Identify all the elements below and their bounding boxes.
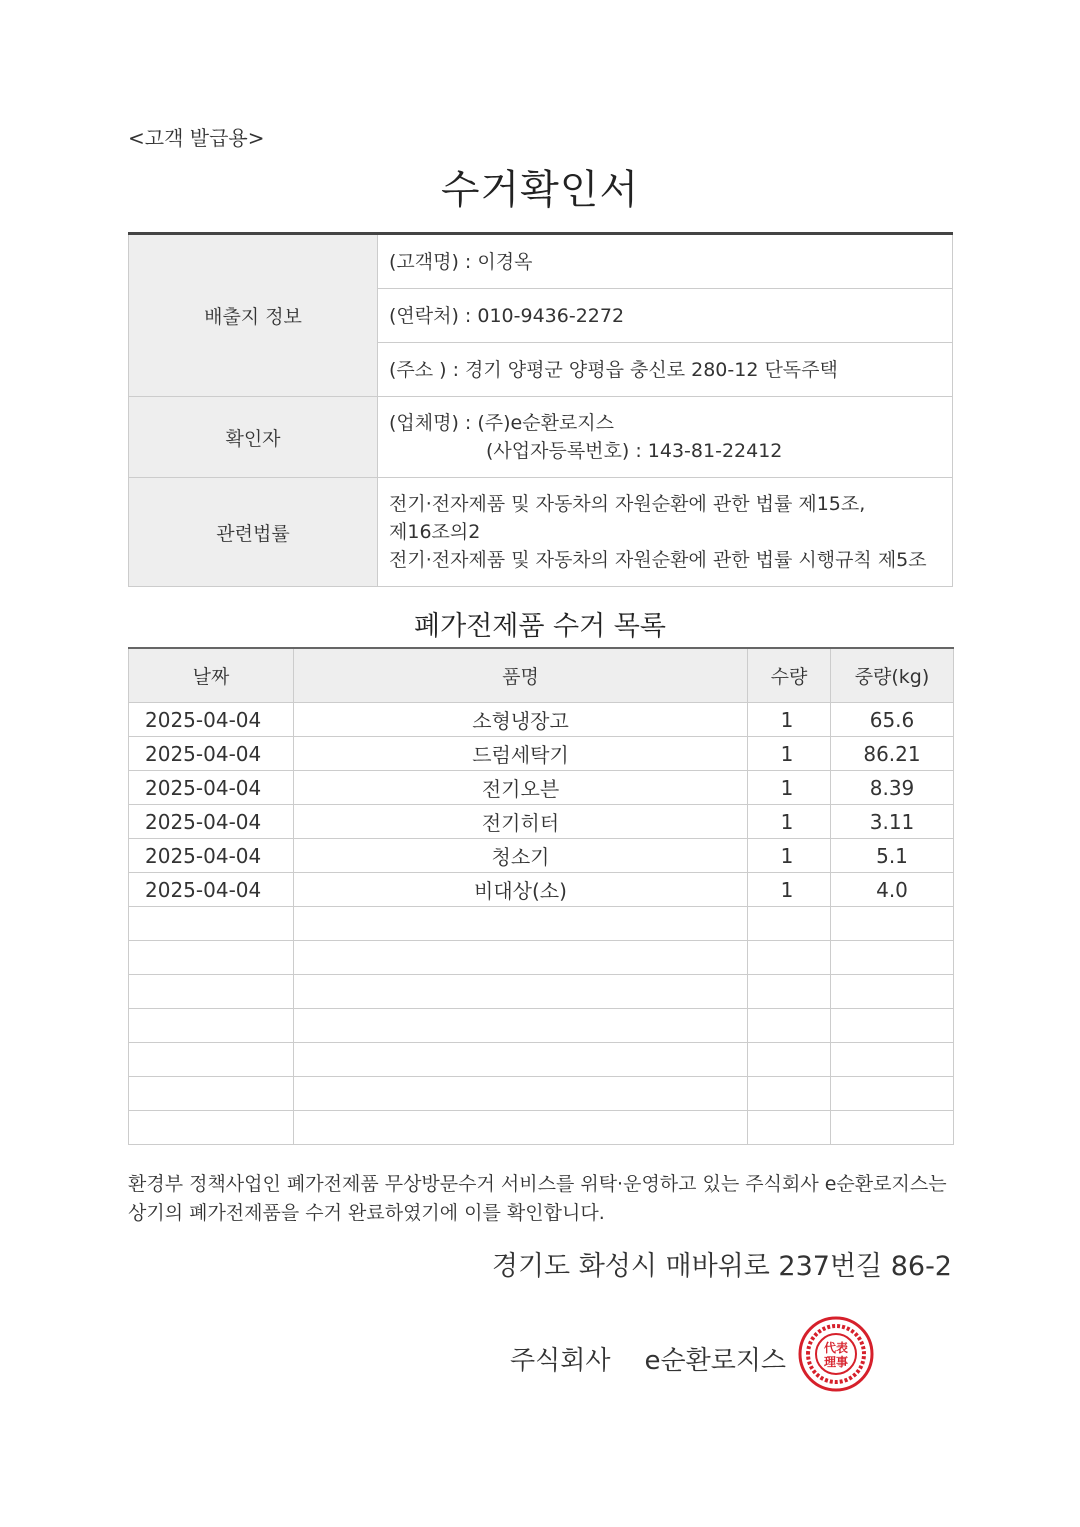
- svg-text:理事: 理事: [823, 1355, 849, 1369]
- cell-item-name: [294, 1077, 748, 1111]
- cell-quantity: 1: [748, 839, 831, 873]
- info-label-source: 배출지 정보: [129, 234, 378, 397]
- cell-date: [129, 1043, 294, 1077]
- cell-weight: 5.1: [831, 839, 954, 873]
- info-row-law: [129, 478, 953, 587]
- company-seal-icon: [798, 1316, 874, 1392]
- table-row: [129, 1043, 954, 1077]
- cell-weight: [831, 1077, 954, 1111]
- cell-quantity: [748, 975, 831, 1009]
- svg-text:代表: 代表: [823, 1341, 849, 1355]
- cell-quantity: [748, 1009, 831, 1043]
- law-line-1: 전기·전자제품 및 자동차의 자원순환에 관한 법률 제15조,: [389, 493, 866, 515]
- cell-date: 2025-04-04: [129, 839, 294, 873]
- company-signature: [510, 1340, 820, 1377]
- cell-quantity: 1: [748, 805, 831, 839]
- cell-item-name: [294, 941, 748, 975]
- cell-item-name: 소형냉장고: [294, 703, 748, 737]
- cell-weight: 3.11: [831, 805, 954, 839]
- cell-weight: [831, 941, 954, 975]
- info-row-confirmer: [129, 397, 953, 478]
- cell-weight: 86.21: [831, 737, 954, 771]
- cell-quantity: [748, 1111, 831, 1145]
- header-item-name: 품명: [294, 648, 748, 703]
- cell-item-name: [294, 1043, 748, 1077]
- cell-date: 2025-04-04: [129, 737, 294, 771]
- company-name: (업체명) : (주)e순환로지스: [389, 412, 615, 434]
- notice-text: 환경부 정책사업인 폐가전제품 무상방문수거 서비스를 위탁·운영하고 있는 주식회사 e순환로지스는 상기의 폐가전제품을 수거 완료하였기에 이를 확인합니다.: [128, 1173, 947, 1224]
- cell-weight: [831, 1009, 954, 1043]
- cell-item-name: [294, 907, 748, 941]
- cell-weight: [831, 1111, 954, 1145]
- cell-quantity: 1: [748, 703, 831, 737]
- cell-date: 2025-04-04: [129, 771, 294, 805]
- cell-item-name: 전기히터: [294, 805, 748, 839]
- table-row: [129, 1009, 954, 1043]
- table-row: [129, 907, 954, 941]
- cell-date: [129, 1009, 294, 1043]
- cell-quantity: 1: [748, 873, 831, 907]
- info-label-confirmer: 확인자: [129, 397, 378, 478]
- info-table: [128, 232, 953, 587]
- cell-date: [129, 941, 294, 975]
- table-row: [129, 839, 954, 873]
- customer-address: (주소 ) : 경기 양평군 양평읍 충신로 280-12 단독주택: [378, 343, 953, 397]
- table-row: [129, 703, 954, 737]
- cell-item-name: 청소기: [294, 839, 748, 873]
- list-title: 폐가전제품 수거 목록: [414, 611, 666, 642]
- table-row: [129, 1111, 954, 1145]
- cell-date: 2025-04-04: [129, 805, 294, 839]
- cell-quantity: [748, 907, 831, 941]
- cell-quantity: [748, 1077, 831, 1111]
- cell-quantity: 1: [748, 737, 831, 771]
- confirmer-info: [378, 397, 953, 478]
- header-quantity: 수량: [748, 648, 831, 703]
- copy-label: <고객 발급용>: [128, 126, 265, 150]
- header-weight: 중량(kg): [831, 648, 954, 703]
- law-line-2: 제16조의2: [389, 521, 481, 543]
- cell-quantity: [748, 1043, 831, 1077]
- customer-phone: (연락처) : 010-9436-2272: [378, 289, 953, 343]
- cell-item-name: [294, 1009, 748, 1043]
- cell-date: [129, 1111, 294, 1145]
- cell-item-name: 드럼세탁기: [294, 737, 748, 771]
- cell-quantity: 1: [748, 771, 831, 805]
- company-prefix: 주식회사: [510, 1346, 611, 1376]
- cell-weight: [831, 907, 954, 941]
- cell-date: 2025-04-04: [129, 703, 294, 737]
- table-row: [129, 873, 954, 907]
- company-address: 경기도 화성시 매바위로 237번길 86-2: [491, 1251, 952, 1282]
- cell-date: [129, 907, 294, 941]
- header-date: 날짜: [129, 648, 294, 703]
- cell-item-name: [294, 1111, 748, 1145]
- cell-item-name: 비대상(소): [294, 873, 748, 907]
- info-label-law: 관련법률: [129, 478, 378, 587]
- cell-date: 2025-04-04: [129, 873, 294, 907]
- table-row: [129, 941, 954, 975]
- table-row: [129, 1077, 954, 1111]
- cell-date: [129, 1077, 294, 1111]
- items-table: [128, 647, 954, 1145]
- law-info: [378, 478, 953, 587]
- table-row: [129, 771, 954, 805]
- info-row-source: [129, 234, 953, 289]
- business-number: (사업자등록번호) : 143-81-22412: [486, 440, 783, 462]
- cell-weight: [831, 975, 954, 1009]
- cell-item-name: [294, 975, 748, 1009]
- table-row: [129, 805, 954, 839]
- law-line-3: 전기·전자제품 및 자동차의 자원순환에 관한 법률 시행규칙 제5조: [389, 549, 927, 571]
- cell-date: [129, 975, 294, 1009]
- customer-name: (고객명) : 이경옥: [378, 234, 953, 289]
- cell-quantity: [748, 941, 831, 975]
- cell-weight: [831, 1043, 954, 1077]
- cell-weight: 65.6: [831, 703, 954, 737]
- cell-weight: 8.39: [831, 771, 954, 805]
- cell-weight: 4.0: [831, 873, 954, 907]
- table-header-row: [129, 648, 954, 703]
- company-name-signature: e순환로지스: [644, 1346, 787, 1376]
- table-row: [129, 975, 954, 1009]
- table-row: [129, 737, 954, 771]
- document-title: 수거확인서: [440, 167, 640, 213]
- cell-item-name: 전기오븐: [294, 771, 748, 805]
